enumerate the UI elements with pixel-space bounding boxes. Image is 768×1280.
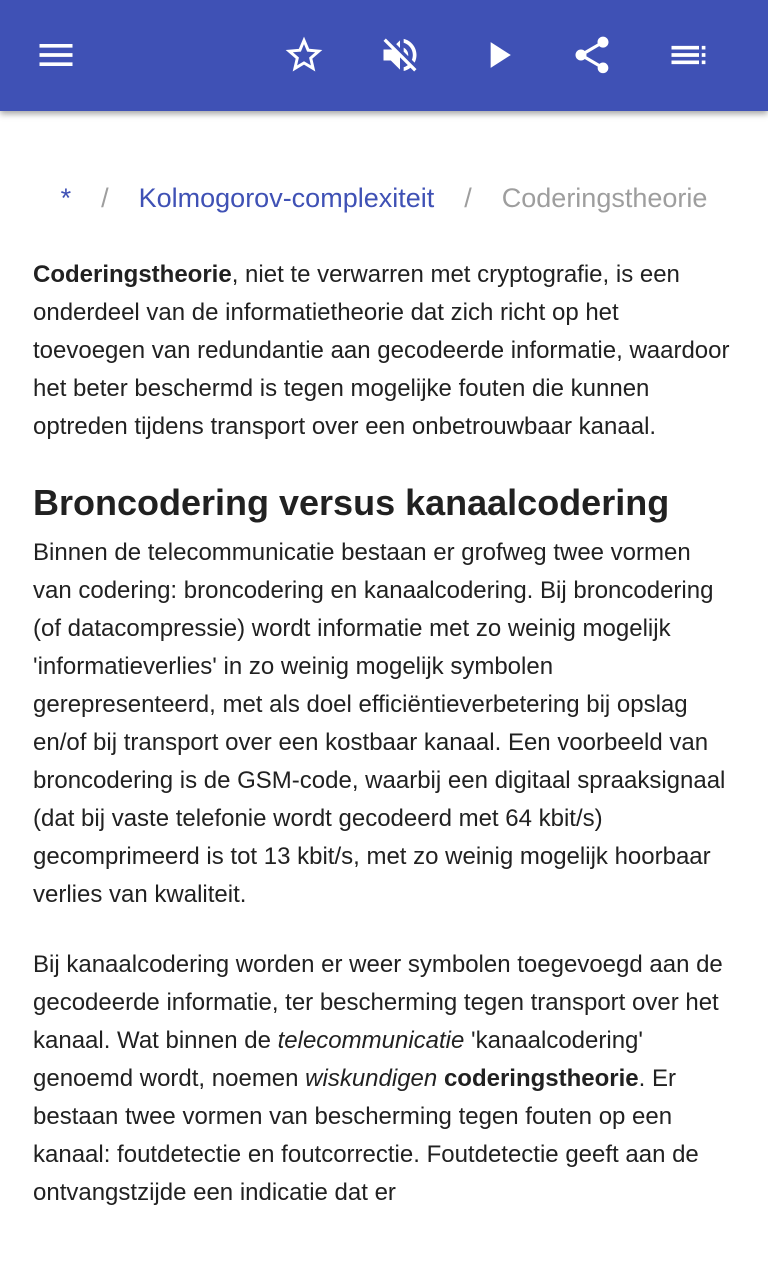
- italic-term: telecommunicatie: [277, 1027, 465, 1054]
- intro-bold-term: Coderingstheorie: [33, 261, 232, 288]
- playlist-icon: [666, 33, 710, 77]
- intro-text: , niet te verwarren met cryptografie, is een onderdeel van de informatietheorie dat zich richt op het toevoegen van redundantie aan gecodeerde informatie, waardoor het beter beschermd is tegen mogelijke fouten die kunnen optreden tijdens transport over een onbetrouwbaar kanaal.: [33, 261, 730, 440]
- paragraph-text: [437, 1065, 444, 1092]
- share-button[interactable]: [564, 27, 620, 83]
- intro-paragraph: [33, 256, 735, 446]
- paragraph-broncodering: Binnen de telecommunicatie bestaan er grofweg twee vormen van codering: broncodering en kanaalcodering. Bij broncodering (of datacompressie) wordt informatie met zo weinig mogelijk 'informatieverlies' in zo weinig mogelijk symbolen gerepresenteerd, met als doel efficiëntieverbetering bij opslag en/of bij transport over een kostbaar kanaal. Een voorbeeld van broncodering is de GSM-code, waarbij een digitaal spraaksignaal (dat bij vaste telefonie wordt gecodeerd met 64 kbit/s) gecomprimeerd is tot 13 kbit/s, met zo weinig mogelijk hoorbaar verlies van kwaliteit.: [33, 539, 726, 908]
- share-icon: [570, 33, 614, 77]
- play-button[interactable]: [470, 27, 526, 83]
- bookmark-button[interactable]: [276, 27, 332, 83]
- volume-off-icon: [378, 33, 422, 77]
- menu-icon: [34, 33, 78, 77]
- menu-button[interactable]: [28, 27, 84, 83]
- star-outline-icon: [282, 33, 326, 77]
- italic-term: wiskundigen: [305, 1065, 438, 1092]
- article-body: [33, 256, 735, 1212]
- bold-term: coderingstheorie: [443, 1065, 639, 1092]
- mute-button[interactable]: [372, 27, 428, 83]
- paragraph-text: Bij kanaalcodering worden er weer symbolen toegevoegd aan de gecodeerde informatie, ter bescherming tegen transport over het kanaal. Wat binnen de: [33, 951, 723, 1054]
- contents-button[interactable]: [660, 27, 716, 83]
- breadcrumb-current: Coderingstheorie: [501, 183, 708, 213]
- breadcrumb-home-link[interactable]: *: [60, 183, 72, 213]
- play-icon: [476, 33, 520, 77]
- breadcrumb-separator: /: [101, 183, 109, 213]
- paragraph-kanaalcodering: [33, 946, 735, 1212]
- breadcrumb-parent-link[interactable]: Kolmogorov-complexiteit: [138, 183, 435, 213]
- breadcrumb-separator: /: [464, 183, 472, 213]
- section-heading: Broncodering versus kanaalcodering: [33, 482, 670, 523]
- app-bar: [0, 0, 768, 111]
- paragraph-text: 'kanaalcodering' genoemd wordt, noemen: [33, 1027, 643, 1092]
- paragraph-text: . Er bestaan twee vormen van bescherming tegen fouten op een kanaal: foutdetectie en foutcorrectie. Foutdetectie geeft aan de ontvangstzijde een indicatie dat er: [33, 1065, 699, 1206]
- breadcrumb: [0, 176, 768, 220]
